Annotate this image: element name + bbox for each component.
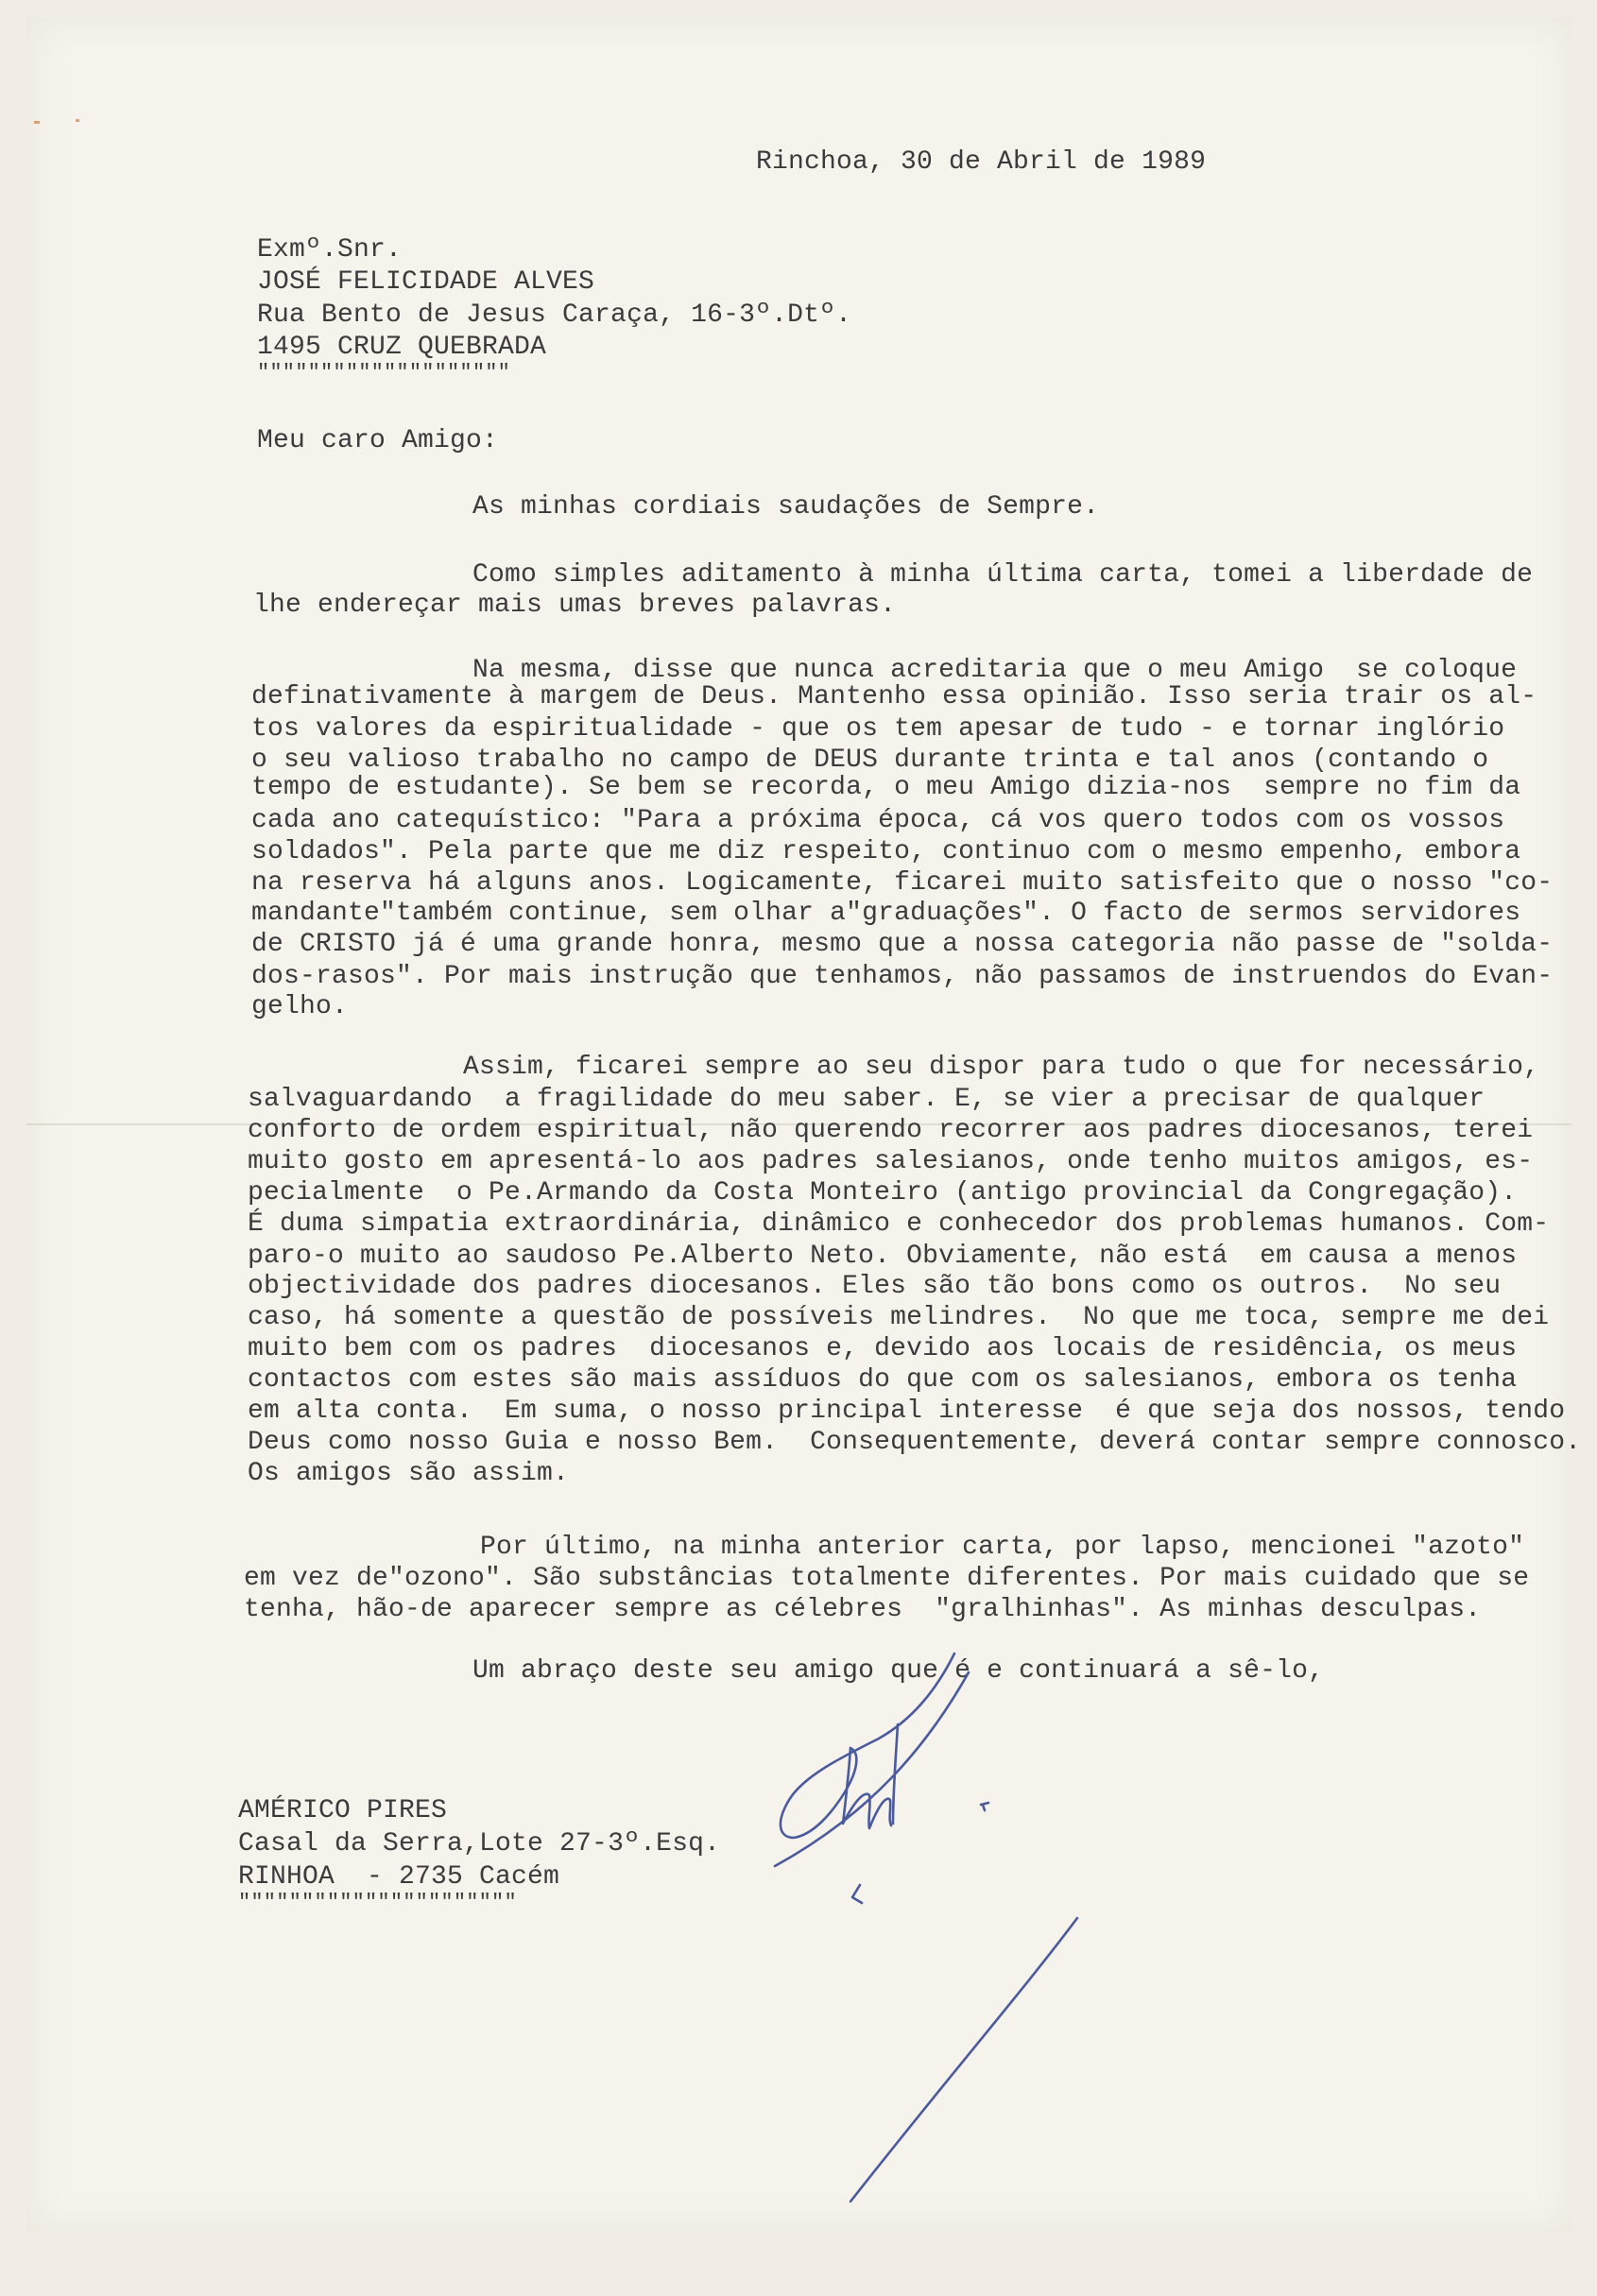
paragraph-line: tos valores da espiritualidade - que os tem apesar de tudo - e tornar inglório [251,714,1505,744]
paragraph-line: Assim, ficarei sempre ao seu dispor para tudo o que for necessário, [463,1053,1540,1082]
paragraph-line: Como simples aditamento à minha última carta, tomei a liberdade de [472,560,1534,590]
paragraph-line: de CRISTO já é uma grande honra, mesmo que a nossa categoria não passe de "solda- [251,930,1554,959]
closing-line: Um abraço deste seu amigo que é e continuará a sê-lo, [472,1656,1325,1686]
greeting: Meu caro Amigo: [257,426,499,455]
paragraph-line: em vez de"ozono". São substâncias totalmente diferentes. Por mais cuidado que se [244,1564,1530,1593]
paragraph-line: Deus como nosso Guia e nosso Bem. Consequentemente, deverá contar sempre connosco. [248,1428,1582,1457]
paragraph-line: Os amigos são assim. [248,1459,570,1488]
paragraph-line: salvaguardando a fragilidade do meu saber. E, se vier a precisar de qualquer [248,1085,1485,1114]
opening-line: As minhas cordiais saudações de Sempre. [472,492,1100,522]
paragraph-line: tempo de estudante). Se bem se recorda, o meu Amigo dizia-nos sempre no fim da [251,773,1521,802]
paragraph-line: muito gosto em apresentá-lo aos padres salesianos, onde tenho muitos amigos, es- [248,1147,1534,1176]
sender-name: AMÉRICO PIRES [238,1796,448,1825]
paragraph-line: na reserva há alguns anos. Logicamente, ficarei muito satisfeito que o nosso "co- [251,868,1554,898]
recipient-underline: """""""""""""""""""" [257,361,511,385]
paragraph-line: o seu valioso trabalho no campo de DEUS durante trinta e tal anos (contando o [251,745,1489,775]
paragraph-line: tenha, hão-de aparecer sempre as célebres "gralhinhas". As minhas desculpas. [244,1595,1482,1624]
paper-speck [34,121,40,124]
paragraph-line: objectividade dos padres diocesanos. Eles são tão bons como os outros. No seu [248,1272,1502,1301]
paragraph-line: conforto de ordem espiritual, não querendo recorrer aos padres diocesanos, terei [248,1116,1534,1145]
paragraph-line: em alta conta. Em suma, o nosso principal interesse é que seja dos nossos, tendo [248,1396,1566,1426]
recipient-city: 1495 CRUZ QUEBRADA [257,333,547,362]
paragraph-line: muito bem com os padres diocesanos e, devido aos locais de residência, os meus [248,1334,1518,1363]
paragraph-line: Na mesma, disse que nunca acreditaria que o meu Amigo se coloque [472,656,1518,685]
paragraph-line: caso, há somente a questão de possíveis melindres. No que me toca, sempre me dei [248,1303,1550,1332]
sender-city: RINHOA - 2735 Cacém [238,1862,560,1892]
paragraph-line: pecialmente o Pe.Armando da Costa Monteiro (antigo provincial da Congregação). [248,1178,1518,1208]
letter-date: Rinchoa, 30 de Abril de 1989 [756,147,1207,177]
paragraph-line: mandante"também continue, sem olhar a"graduações". O facto de sermos servidores [251,899,1521,928]
paragraph-line: É duma simpatia extraordinária, dinâmico e conhecedor dos problemas humanos. Com- [248,1209,1550,1239]
paragraph-line: Por último, na minha anterior carta, por lapso, mencionei "azoto" [480,1533,1525,1562]
paper-speck [76,119,79,122]
sender-underline: """""""""""""""""""""" [238,1891,517,1914]
paragraph-line: gelho. [251,992,349,1021]
paragraph-line: soldados". Pela parte que me diz respeito, continuo com o mesmo empenho, embora [251,837,1521,866]
recipient-title: Exmº.Snr. [257,235,403,265]
paragraph-line: cada ano catequístico: "Para a próxima época, cá vos quero todos com os vossos [251,806,1505,835]
paragraph-line: dos-rasos". Por mais instrução que tenhamos, não passamos de instruendos do Evan- [251,962,1554,991]
recipient-street: Rua Bento de Jesus Caraça, 16-3º.Dtº. [257,300,852,330]
paragraph-line: paro-o muito ao saudoso Pe.Alberto Neto. Obviamente, não está em causa a menos [248,1242,1518,1271]
paragraph-line: contactos com estes são mais assíduos do que com os salesianos, embora os tenha [248,1365,1518,1395]
paragraph-line: lhe endereçar mais umas breves palavras. [253,591,897,620]
sender-street: Casal da Serra,Lote 27-3º.Esq. [238,1829,721,1859]
recipient-name: JOSÉ FELICIDADE ALVES [257,267,595,297]
paragraph-line: definativamente à margem de Deus. Mantenho essa opinião. Isso seria trair os al- [251,682,1537,711]
handwritten-signature [737,1635,1115,2296]
